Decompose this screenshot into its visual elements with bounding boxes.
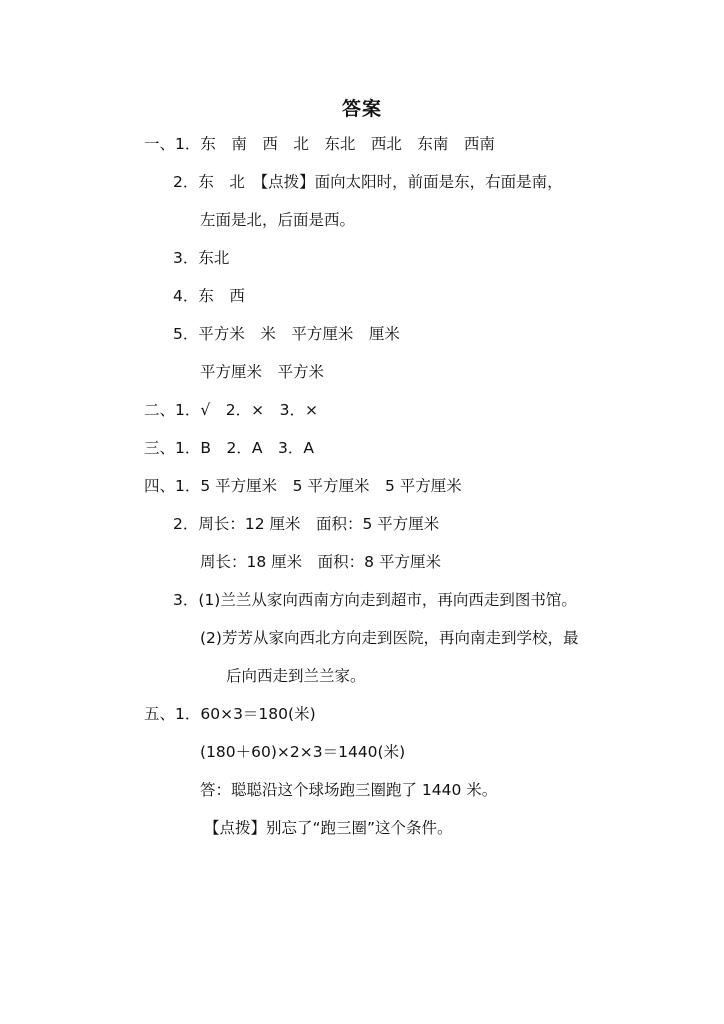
answer-line-2: 2．东 北 【点拨】面向太阳时，前面是东，右面是南， [173, 173, 563, 191]
answer-line-16: 五、1．60×3＝180(米) [144, 705, 316, 723]
answer-line-10: 四、1．5 平方厘米 5 平方厘米 5 平方厘米 [144, 477, 462, 495]
page-title: 答案 [341, 98, 382, 120]
answer-line-11: 2．周长：12 厘米 面积：5 平方厘米 [173, 515, 440, 533]
answer-line-15: 后向西走到兰兰家。 [226, 667, 366, 685]
answer-line-6: 5．平方米 米 平方厘米 厘米 [173, 325, 400, 343]
answer-line-7: 平方厘米 平方米 [200, 363, 325, 381]
answer-line-13: 3．(1)兰兰从家向西南方向走到超市，再向西走到图书馆。 [173, 591, 577, 609]
answer-line-9: 三、1．B 2．A 3．A [144, 439, 314, 457]
answer-line-18: 答：聪聪沿这个球场跑三圈跑了 1440 米。 [200, 781, 498, 799]
answer-line-5: 4．东 西 [173, 287, 245, 305]
answer-line-14: (2)芳芳从家向西北方向走到医院，再向南走到学校，最 [200, 629, 579, 647]
answer-line-8: 二、1．√ 2．× 3．× [144, 401, 318, 419]
answer-line-1: 一、1．东 南 西 北 东北 西北 东南 西南 [144, 135, 495, 153]
answer-line-12: 周长：18 厘米 面积：8 平方厘米 [200, 553, 441, 571]
answer-line-19: 【点拨】别忘了“跑三圈”这个条件。 [204, 819, 453, 837]
answer-line-17: (180＋60)×2×3＝1440(米) [200, 743, 406, 761]
answer-line-4: 3．东北 [173, 249, 230, 267]
answer-line-3: 左面是北，后面是西。 [200, 211, 356, 229]
